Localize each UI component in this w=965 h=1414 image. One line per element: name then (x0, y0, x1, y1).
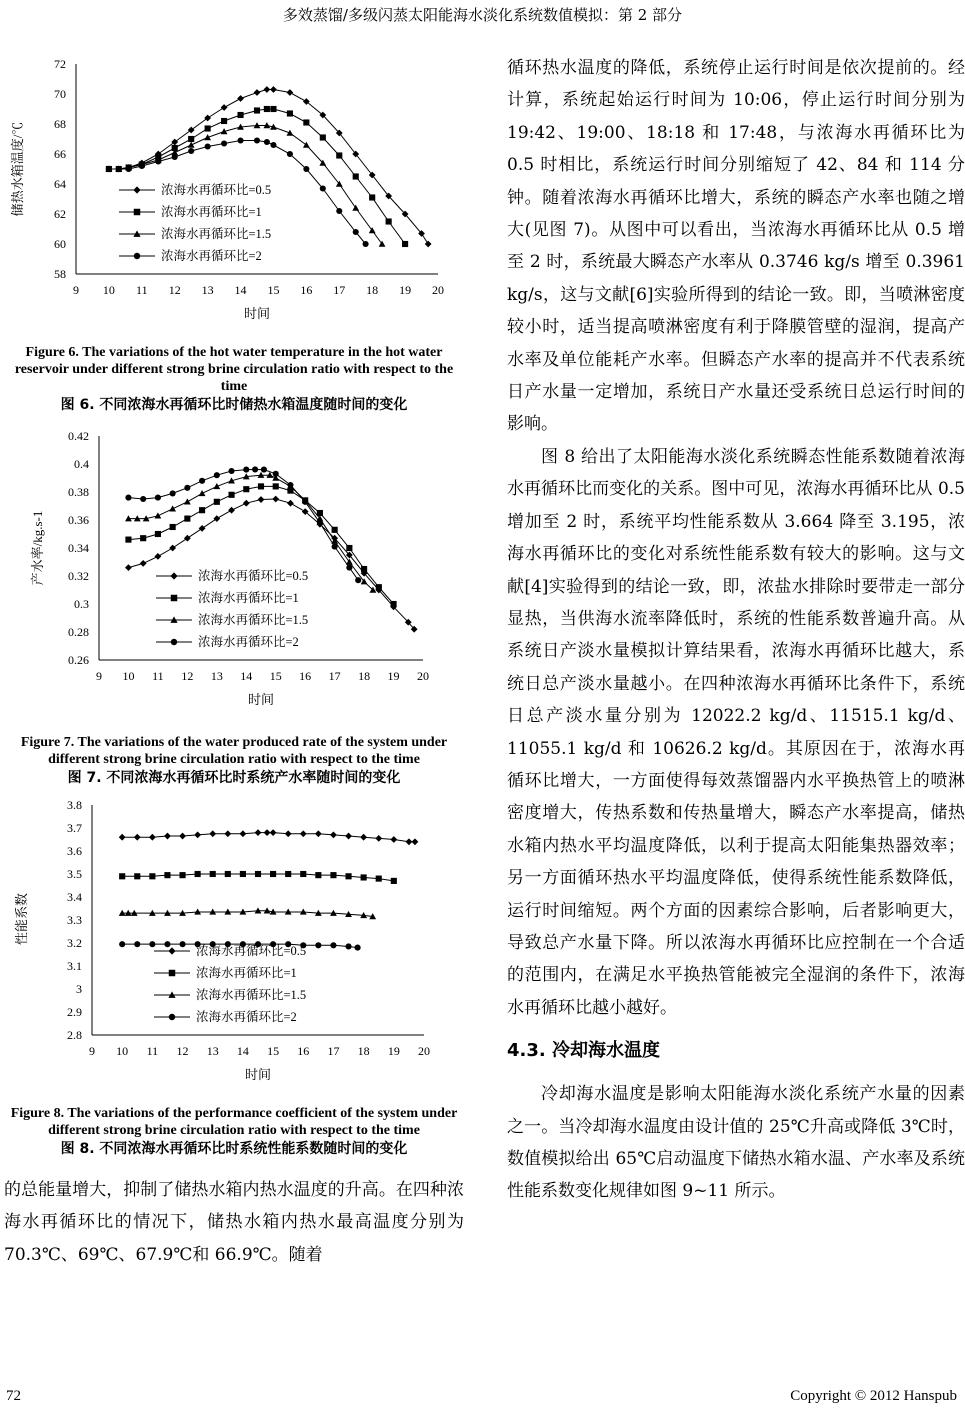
data-point (352, 205, 359, 211)
x-tick-label: 20 (417, 669, 429, 683)
x-tick-label: 18 (366, 283, 379, 297)
data-point (390, 601, 396, 607)
data-point (320, 134, 326, 140)
x-tick-label: 16 (297, 1044, 310, 1058)
x-tick-label: 10 (102, 283, 115, 297)
data-point (213, 483, 220, 489)
data-point (199, 478, 205, 484)
x-tick-label: 12 (176, 1044, 189, 1058)
x-tick-label: 15 (267, 283, 280, 297)
legend-marker (169, 970, 175, 976)
data-point (273, 471, 279, 477)
data-point (243, 486, 249, 492)
data-point (361, 566, 367, 572)
data-point (270, 142, 276, 148)
right-column (507, 52, 965, 1208)
figure-8-caption-zh: 图 8. 不同浓海水再循环比时系统性能系数随时间的变化 (60, 1141, 408, 1157)
data-point (360, 834, 367, 841)
data-point (320, 185, 326, 191)
figure-6-caption-en: Figure 6. The variations of the hot water temperature in the hot water reservoir under different strong brine circulation ratio with respect to the time (14, 345, 454, 394)
data-point (213, 515, 220, 522)
y-axis-label: 产水率/kg.s-1 (30, 510, 45, 586)
y-tick-label: 0.36 (68, 513, 89, 527)
data-point (254, 107, 260, 113)
y-tick-label: 0.26 (68, 653, 89, 667)
x-axis-label: 时间 (244, 1067, 272, 1082)
data-point (345, 833, 352, 840)
data-point (149, 834, 156, 841)
data-point (317, 520, 323, 526)
data-point (345, 873, 351, 879)
copyright: Copyright © 2012 Hanspub (790, 1388, 957, 1404)
figure-8-caption-en: Figure 8. The variations of the performance coefficient of the system under different strong brine circulation ratio with respect to the time (10, 1106, 458, 1138)
data-point (139, 163, 145, 169)
data-point (285, 871, 291, 877)
data-point (134, 941, 140, 947)
legend-marker (171, 639, 177, 645)
data-point (225, 871, 231, 877)
y-axis-label: 性能系数 (14, 892, 29, 946)
x-tick-label: 17 (333, 283, 346, 297)
x-tick-label: 9 (96, 669, 102, 683)
x-tick-label: 13 (210, 669, 223, 683)
data-point (361, 874, 367, 880)
section-paragraph: 冷却海水温度是影响太阳能海水淡化系统产水量的因素之一。当冷却海水温度由设计值的 25℃升高或降低 3℃时，数值模拟给出 65℃启动温度下储热水箱水温、产水率及系统性能系数变化规律如图 9~11 所示。 (507, 1084, 965, 1202)
data-point (155, 553, 162, 560)
y-tick-label: 0.32 (68, 569, 89, 583)
data-point (224, 830, 231, 837)
data-point (199, 525, 206, 532)
data-point (149, 873, 155, 879)
data-point (199, 490, 206, 496)
legend-label: 浓海水再循环比=1.5 (161, 227, 272, 241)
legend-label: 浓海水再循环比=0.5 (196, 944, 307, 958)
data-point (264, 829, 271, 836)
data-point (302, 499, 308, 505)
data-point (303, 142, 310, 148)
data-point (172, 154, 178, 160)
data-point (391, 878, 397, 884)
data-point (412, 838, 419, 845)
data-point (287, 151, 293, 157)
figure-7-caption-zh: 图 7. 不同浓海水再循环比时系统产水率随时间的变化 (67, 770, 401, 786)
data-point (119, 873, 125, 879)
y-tick-label: 3.5 (67, 867, 82, 881)
data-point (155, 512, 162, 518)
figure-6-chart (4, 40, 464, 340)
data-point (194, 832, 201, 839)
data-point (221, 140, 227, 146)
legend-marker (168, 947, 175, 954)
data-point (258, 496, 265, 503)
y-tick-label: 2.9 (67, 1005, 82, 1019)
series-line (128, 499, 414, 629)
data-point (140, 535, 146, 541)
y-tick-label: 0.3 (74, 597, 89, 611)
y-tick-label: 58 (54, 267, 66, 281)
data-point (273, 483, 279, 489)
data-point (140, 496, 146, 502)
data-point (188, 142, 195, 148)
x-tick-label: 14 (236, 1044, 249, 1058)
y-tick-label: 0.38 (68, 485, 89, 499)
data-point (169, 505, 176, 511)
data-point (317, 510, 323, 516)
data-point (386, 218, 392, 224)
legend-label: 浓海水再循环比=0.5 (161, 183, 272, 197)
y-tick-label: 2.8 (67, 1028, 82, 1042)
data-point (243, 467, 249, 473)
data-point (171, 139, 178, 146)
data-point (315, 872, 321, 878)
data-point (255, 829, 262, 836)
data-point (254, 89, 261, 96)
x-tick-label: 15 (269, 669, 282, 683)
data-point (345, 943, 351, 949)
page-number: 72 (6, 1388, 21, 1404)
y-tick-label: 3.2 (67, 936, 82, 950)
x-tick-label: 9 (73, 283, 79, 297)
left-column (4, 40, 464, 1271)
data-point (199, 507, 205, 513)
figure-7-chart (4, 420, 464, 730)
figure-8-chart (4, 791, 464, 1101)
data-point (287, 482, 293, 488)
data-point (255, 871, 261, 877)
data-point (287, 500, 294, 507)
data-point (287, 89, 294, 96)
y-tick-label: 0.28 (68, 625, 89, 639)
data-point (184, 485, 190, 491)
data-point (155, 495, 161, 501)
x-tick-label: 10 (122, 669, 135, 683)
figure-7-caption-en: Figure 7. The variations of the water produced rate of the system under different strong brine circulation ratio with respect to the time (20, 735, 448, 767)
data-point (134, 873, 140, 879)
data-point (106, 166, 112, 172)
running-head: 多效蒸馏/多级闪蒸太阳能海水淡化系统数值模拟：第 2 部分 (282, 6, 683, 24)
x-tick-label: 20 (432, 283, 444, 297)
x-tick-label: 9 (89, 1044, 95, 1058)
y-tick-label: 70 (54, 87, 66, 101)
data-point (369, 194, 375, 200)
data-point (355, 945, 361, 951)
x-tick-label: 11 (146, 1044, 159, 1058)
x-tick-label: 17 (328, 669, 341, 683)
data-point (315, 830, 322, 837)
data-point (210, 871, 216, 877)
x-tick-label: 16 (299, 669, 312, 683)
data-point (270, 86, 277, 93)
y-tick-label: 60 (54, 237, 66, 251)
data-point (355, 577, 361, 583)
y-tick-label: 0.42 (68, 429, 89, 443)
data-point (270, 871, 276, 877)
data-point (303, 166, 309, 172)
legend-label: 浓海水再循环比=2 (196, 1010, 297, 1024)
data-point (243, 500, 250, 507)
data-point (164, 833, 171, 840)
data-point (240, 830, 247, 837)
data-point (228, 492, 234, 498)
x-tick-label: 11 (136, 283, 148, 297)
y-tick-label: 3.4 (67, 890, 82, 904)
data-point (125, 537, 131, 543)
data-point (353, 173, 359, 179)
data-point (237, 95, 244, 102)
data-point (164, 941, 170, 947)
data-point (285, 830, 292, 837)
data-point (155, 531, 161, 537)
legend-marker (169, 1014, 175, 1020)
x-tick-label: 17 (327, 1044, 340, 1058)
legend-label: 浓海水再循环比=2 (198, 635, 299, 649)
data-point (134, 834, 141, 841)
y-tick-label: 62 (54, 207, 66, 221)
series-line (128, 486, 393, 604)
data-point (237, 137, 243, 143)
legend-marker (134, 209, 140, 215)
data-point (300, 871, 306, 877)
x-tick-label: 12 (168, 283, 181, 297)
y-tick-label: 3.3 (67, 913, 82, 927)
data-point (170, 490, 176, 496)
x-tick-label: 15 (267, 1044, 280, 1058)
data-point (184, 516, 190, 522)
data-point (303, 119, 309, 125)
x-tick-label: 13 (206, 1044, 219, 1058)
x-tick-label: 12 (181, 669, 194, 683)
data-point (228, 468, 234, 474)
data-point (272, 496, 279, 503)
x-tick-label: 19 (387, 669, 400, 683)
y-tick-label: 68 (54, 117, 66, 131)
y-tick-label: 0.34 (68, 541, 89, 555)
legend-label: 浓海水再循环比=1 (196, 966, 297, 980)
x-tick-label: 11 (152, 669, 164, 683)
y-tick-label: 3.1 (67, 959, 82, 973)
data-point (214, 472, 220, 478)
data-point (237, 112, 243, 118)
data-point (270, 829, 277, 836)
data-point (336, 208, 342, 214)
data-point (258, 483, 264, 489)
x-tick-label: 10 (116, 1044, 129, 1058)
data-point (125, 495, 131, 501)
data-point (330, 942, 336, 948)
data-point (119, 941, 125, 947)
data-point (376, 876, 382, 882)
legend-marker (134, 253, 140, 259)
data-point (228, 507, 235, 514)
data-point (164, 872, 170, 878)
data-point (330, 832, 337, 839)
legend-label: 浓海水再循环比=0.5 (198, 569, 309, 583)
data-point (376, 584, 382, 590)
figure-6-caption-zh: 图 6. 不同浓海水再循环比时储热水箱温度随时间的变化 (60, 397, 408, 413)
data-point (179, 941, 185, 947)
data-point (353, 229, 359, 235)
data-point (346, 545, 352, 551)
x-axis-label: 时间 (243, 306, 271, 321)
data-point (205, 125, 211, 131)
legend-label: 浓海水再循环比=1 (161, 205, 262, 219)
y-tick-label: 72 (54, 57, 66, 71)
x-tick-label: 14 (240, 669, 253, 683)
data-point (252, 466, 258, 472)
legend-marker (171, 595, 177, 601)
data-point (406, 838, 413, 845)
data-point (375, 835, 382, 842)
legend-marker (170, 572, 177, 579)
y-tick-label: 66 (54, 147, 66, 161)
data-point (332, 527, 338, 533)
data-point (125, 564, 132, 571)
x-tick-label: 18 (358, 669, 371, 683)
data-point (221, 104, 228, 111)
data-point (300, 830, 307, 837)
data-point (390, 836, 397, 843)
x-axis-label: 时间 (247, 692, 275, 707)
data-point (204, 115, 211, 122)
legend-label: 浓海水再循环比=1.5 (198, 613, 309, 627)
legend-marker (133, 186, 140, 193)
y-tick-label: 0.4 (74, 457, 89, 471)
x-tick-label: 13 (201, 283, 214, 297)
x-tick-label: 18 (357, 1044, 370, 1058)
x-tick-label: 19 (399, 283, 412, 297)
data-point (346, 565, 352, 571)
data-point (330, 872, 336, 878)
data-point (170, 524, 176, 530)
data-point (188, 136, 194, 142)
data-point (188, 127, 195, 134)
y-tick-label: 64 (54, 177, 66, 191)
data-point (240, 871, 246, 877)
legend-label: 浓海水再循环比=1.5 (196, 988, 307, 1002)
data-point (169, 545, 176, 552)
paragraph-1: 循环热水温度的降低，系统停止运行时间是依次提前的。经计算，系统起始运行时间为 10:06，停止运行时间分别为 19:42、19:00、18:18 和 17:48，与浓海水再循环比为 0.5 时相比，系统运行时间分别缩短了 42、84 和 114 分钟。随着浓海水再循环比增大，系统的瞬态产水率也随之增大(见图 7)。从图中可以看出，当浓海水再循环比从 0.5 增至 2 时，系统最大瞬态产水率从 0.3746 kg/s 增至 0.3961 kg/s，这与文献[6]实验所得到的结论一致。即，当喷淋密度较小时，适当提高喷淋密度有利于降膜管壁的湿润，提高产水率及单位能耗产水率。但瞬态产水率的提高并不代表系统日产水量一定增加，系统日产水量还受系统日总运行时间的影响。 (507, 58, 965, 435)
data-point (214, 499, 220, 505)
data-point (184, 498, 191, 504)
data-point (195, 871, 201, 877)
data-point (179, 872, 185, 878)
data-point (209, 830, 216, 837)
y-tick-label: 3.8 (67, 798, 82, 812)
data-point (315, 942, 321, 948)
y-tick-label: 3.6 (67, 844, 82, 858)
x-tick-label: 14 (234, 283, 247, 297)
data-point (425, 241, 432, 248)
data-point (402, 241, 408, 247)
y-axis-label: 储热水箱温度/℃ (10, 121, 25, 217)
data-point (126, 166, 132, 172)
legend-label: 浓海水再循环比=2 (161, 249, 262, 263)
paragraph-2: 图 8 给出了太阳能海水淡化系统瞬态性能系数随着浓海水再循环比而变化的关系。图中可见，浓海水再循环比从 0.5 增加至 2 时，系统平均性能系数从 3.664 降至 3.195，浓海水再循环比的变化对系统性能系数有较大的影响。这与文献[4]实验得到的结论一致，即，浓盐水排除时要带走一部分显热，当供海水流率降低时，系统的性能系数普遍升高。从系统日产淡水量模拟计算结果看，浓海水再循环比越大，系统日总产淡水量越小。在四种浓海水再循环比条件下，系统日总产淡水量分别为 12022.2 kg/d、11515.1 kg/d、11055.1 kg/d 和 10626.2 kg/d。其原因在于，浓海水再循环比增大，一方面使得每效蒸馏器内水平换热管上的喷淋密度增大，传热系数和传热量增大，瞬态产水率提高，储热水箱内热水平均温度降低，以利于提高太阳能集热器效率；另一方面循环热水平均温度降低，使得系统性能系数降低，运行时间缩短。两个方面的因素综合影响，后者影响更大，导致总产水量下降。所以浓海水再循环比应控制在一个合适的范围内，在满足水平换热管能被完全湿润的条件下，浓海水再循环比越小越好。 (507, 446, 965, 1018)
data-point (155, 158, 161, 164)
data-point (261, 467, 267, 473)
data-point (332, 544, 338, 550)
data-point (179, 833, 186, 840)
data-point (205, 143, 211, 149)
section-heading: 4.3. 冷却海水温度 (507, 1040, 660, 1062)
y-tick-label: 3.7 (67, 821, 82, 835)
data-point (263, 86, 270, 93)
data-point (149, 941, 155, 947)
legend-label: 浓海水再循环比=1 (198, 591, 299, 605)
data-point (188, 148, 194, 154)
data-point (336, 152, 342, 158)
data-point (264, 106, 270, 112)
data-point (221, 118, 227, 124)
data-point (184, 535, 191, 542)
data-point (270, 106, 276, 112)
y-tick-label: 3 (76, 982, 82, 996)
series-line (109, 109, 405, 244)
left-body-text: 的总能量增大，抑制了储热水箱内热水温度的升高。在四种浓海水再循环比的情况下，储热水箱内热水最高温度分别为 70.3℃、69℃、67.9℃和 66.9℃。随着 (4, 1180, 464, 1265)
data-point (116, 166, 122, 172)
x-tick-label: 20 (418, 1044, 430, 1058)
data-point (254, 137, 260, 143)
series-line (109, 90, 428, 245)
data-point (287, 110, 293, 116)
data-point (119, 834, 126, 841)
x-tick-label: 16 (300, 283, 313, 297)
data-point (264, 139, 270, 145)
x-tick-label: 19 (387, 1044, 400, 1058)
data-point (363, 241, 369, 247)
data-point (140, 560, 147, 567)
